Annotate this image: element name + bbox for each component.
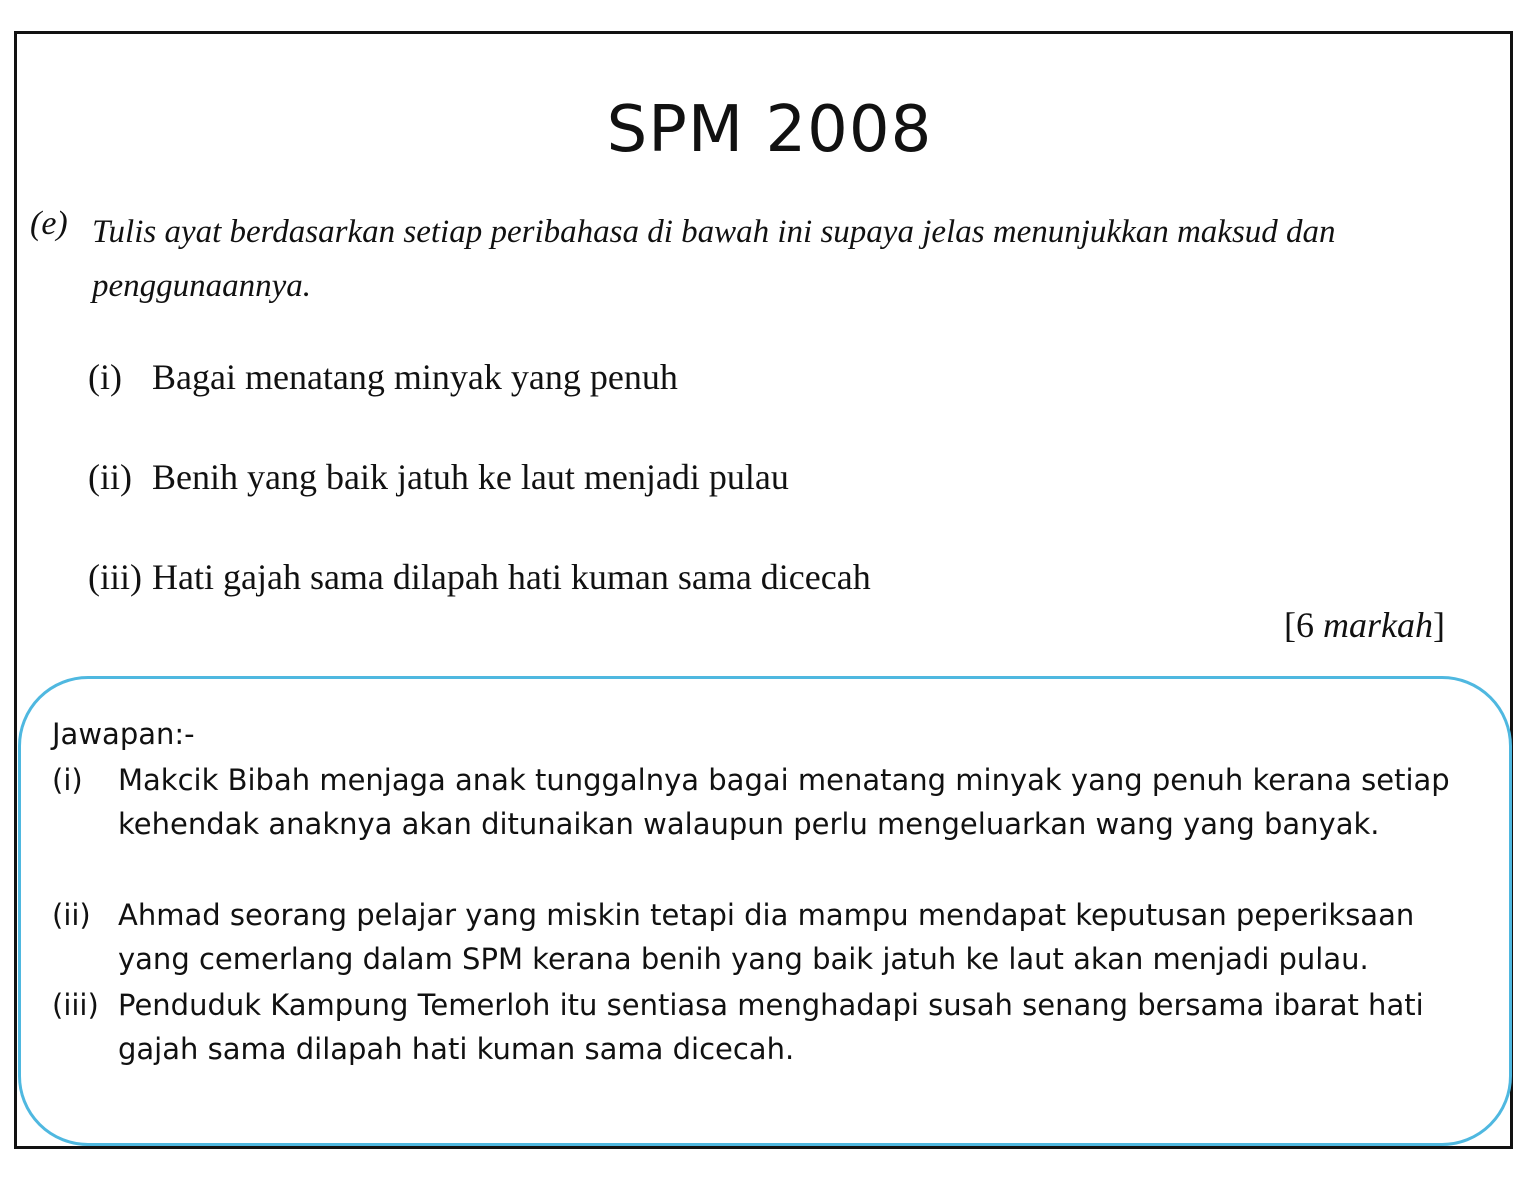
marks-open: [6 bbox=[1284, 605, 1323, 645]
marks-close: ] bbox=[1433, 605, 1445, 645]
answer-item-text: Ahmad seorang pelajar yang miskin tetapi dia mampu mendapat keputusan peperiksaan yang cemerlang dalam SPM kerana benih yang baik jatuh ke laut akan menjadi pulau. bbox=[118, 898, 1415, 976]
question-item-text: Bagai menatang minyak yang penuh bbox=[152, 357, 678, 397]
question-item-number: (ii) bbox=[88, 457, 132, 497]
question-item-text: Hati gajah sama dilapah hati kuman sama dicecah bbox=[152, 557, 871, 597]
answer-item-number: (i) bbox=[52, 763, 83, 797]
answer-item-text: Makcik Bibah menjaga anak tunggalnya bagai menatang minyak yang penuh kerana setiap kehendak anaknya akan ditunaikan walaupun perlu mengeluarkan wang yang banyak. bbox=[118, 763, 1450, 841]
answer-title: Jawapan:- bbox=[52, 717, 195, 751]
question-item-1 bbox=[88, 355, 678, 399]
answer-item-number: (iii) bbox=[52, 988, 99, 1022]
question-item-number: (i) bbox=[88, 357, 122, 397]
marks-label bbox=[1284, 604, 1445, 646]
marks-word: markah bbox=[1323, 605, 1433, 645]
answer-item-number: (ii) bbox=[52, 898, 91, 932]
question-label: (e) bbox=[30, 205, 68, 242]
answer-item-2 bbox=[52, 893, 1482, 981]
question-instruction: Tulis ayat berdasarkan setiap peribahasa di bawah ini supaya jelas menunjukkan maksud dan penggunaannya. bbox=[92, 214, 1336, 304]
question-item-number: (iii) bbox=[88, 557, 142, 597]
answer-item-3 bbox=[52, 983, 1482, 1071]
answer-item-1 bbox=[52, 758, 1482, 846]
page-title: SPM 2008 bbox=[606, 93, 933, 167]
answer-item-text: Penduduk Kampung Temerloh itu sentiasa menghadapi susah senang bersama ibarat hati gajah sama dilapah hati kuman sama dicecah. bbox=[118, 988, 1424, 1066]
question-item-text: Benih yang baik jatuh ke laut menjadi pulau bbox=[152, 457, 789, 497]
question-item-3 bbox=[88, 555, 871, 599]
question-item-2 bbox=[88, 455, 789, 499]
